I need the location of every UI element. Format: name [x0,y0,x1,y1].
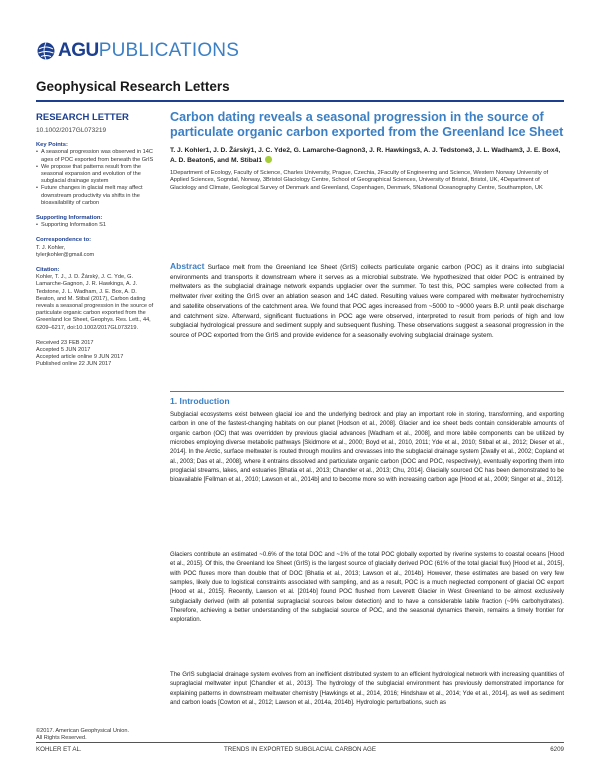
copyright [36,728,154,742]
article-doi[interactable]: 10.1002/2017GL073219 [36,127,107,134]
article-header [170,110,564,192]
supporting-info-link[interactable]: • Supporting Information S1 [36,222,154,229]
correspondence-heading: Correspondence to: [36,237,92,244]
intro-paragraph-1: Subglacial ecosystems exist between glacial ice and the underlying bedrock and play an important role in storing, transforming, and exporting carbon in one of the fastest-changing habitats on our planet [Hodson et al., 2008]. Glacier and ice sheet beds contain considerable amounts of organic carbon (OC) that was overridden by previous glacial advances [Wadham et al., 2008], and more labile components can be utilized by microbes employing diverse metabolic pathways [Skidmore et al., 2000; Boyd et al., 2010, 2011; Yde et al., 2010; Stibal et al., 2012; Dieser et al., 2014]. In the Arctic, surface meltwater is routed through moulins and crevasses into the subglacial drainage system [Zwally et al., 2002; Copland et al., 2003; Das et al., 2008], where it entrains dissolved and particulate organic carbon (DOC and POC, respectively), eventually exporting them into proglacial streams, lakes, and estuaries [Bhatia et al., 2013; Chandler et al., 2013; Chu, 2014]. Glacially sourced OC has been demonstrated to be bioavailable [Fellman et al., 2010; Lawson et al., 2014b] and to become more so with increasing carbon age [Hood et al., 2009; Singer et al., 2012]. [170,412,564,484]
intro-paragraph-2: Glaciers contribute an estimated ~0.6% of the total DOC and ~1% of the total POC globally exported by riverine systems to coastal oceans [Hood et al., 2015]. Of this, the Greenland Ice Sheet (GrIS) is the largest source of glacially derived POC (61% of the total glacial flux) [Hood et al., 2015], with POC fluxes more than double that of DOC [Bhatia et al., 2013; Lawson et al., 2014b]. However, these estimates are based on very few samples, likely due to logistical constraints associated with sampling, and as a result, POC is a much neglected component of glacial OC export [Hood et al., 2015]. Recently, Lawson et al. [2014b] found POC flushed from Leverett Glacier in West Greenland to be almost exclusively subglacially derived (with all potential supraglacial sources below detection) and to have a considerable labile fraction (~9% carbohydrates). Therefore, achieving a better understanding of the subglacial source of POC, and the seasonal dynamics therein, remains a timely frontier for exploration. [170,552,564,624]
correspondence-name: T. J. Kohler, [36,244,66,251]
key-point: • We propose that patterns result from the seasonal expansion and evolution of the subglacial drainage system [36,164,154,186]
supporting-info-heading: Supporting Information: [36,215,103,222]
intro-paragraph-3: The GrIS subglacial drainage system evolves from an inefficient distributed system to an efficient hydrological network with increasing quantities of supraglacial meltwater input [Chandler et al., 2013]. The hydrology of the subglacial environment has previously demonstrated importance for explaining patterns in downstream meltwater chemistry [Hawkings et al., 2014, 2016; Hindshaw et al., 2014; Yde et al., 2014], as well as sediment and carbon loads [Cowton et al., 2012; Lawson et al., 2014a, 2014b]. Hydrologic perturbations, such as [170,672,564,707]
logo-publications-text: PUBLICATIONS [98,40,240,61]
accepted-date: Accepted 5 JUN 2017 [36,347,91,354]
copyright-line: ©2017. American Geophysical Union. [36,728,130,734]
article-type: RESEARCH LETTER [36,112,129,123]
received-date: Received 23 FEB 2017 [36,339,94,346]
authors-text: T. J. Kohler1, J. D. Žárský1, J. C. Yde2, G. Lamarche-Gagnon3, J. R. Hawkings3, A. J. Tedstone3, J. L. Wadham3, J. E. Box4, A. D. Beaton5, and M. Stibal1 [170,147,561,164]
agu-publications-logo [36,40,239,62]
correspondence-email[interactable]: tylerjkohler@gmail.com [36,251,95,258]
copyright-line: All Rights Reserved. [36,735,87,742]
sidebar [36,112,154,742]
logo-agu-text: AGU [58,40,99,61]
globe-icon [36,41,56,61]
citation-text: Kohler, T. J., J. D. Žárský, J. C. Yde, G. Lamarche-Gagnon, J. R. Hawkings, A. J. Tedstone, J. L. Wadham, J. E. Box, A. D. Beaton, and M. Stibal (2017), Carbon dating reveals a seasonal progression in the source of particulate organic carbon exported from the Greenland Ice Sheet, Geophys. Res. Lett., 44, 6209–6217, doi:10.1002/2017GL073219. [36,274,154,331]
journal-divider [36,100,564,102]
abstract-text: Surface melt from the Greenland Ice Sheet (GrIS) collects particulate organic carbon (POC) as it drains into subglacial environments and transports it downstream where it serves as a microbial substrate. We hypothesized that older POC is entrained by meltwaters as the subglacial drainage network expands upglacier over the summer. To test this, POC samples were collected from a meltwater river exiting the GrIS over an ablation season and 14C dated. Resulting values were compared with meltwater hydrochemistry and satellite observations of the catchment area. We found that POC ages increased from ~5000 to ~9000 years B.P. until peak discharge and catchment size. Afterward, significant fluctuations in POC age were observed, interpreted to result from periods of high and low subglacial hydrological pressure and sediment supply and subsequent flushing. These observations suggest a seasonal progression in the source of POC exported from the GrIS and provide evidence for a seasonally evolving subglacial drainage system. [170,264,564,339]
key-points-list [36,149,154,207]
key-point: • A seasonal progression was observed in 14C ages of POC exported from beneath the GrIS [36,149,154,163]
footer-divider [36,742,564,743]
section-divider [170,391,564,392]
footer-running-title: TRENDS IN EXPORTED SUBGLACIAL CARBON AGE [224,746,376,753]
supporting-info-list [36,222,154,229]
affiliations: 1Department of Ecology, Faculty of Science, Charles University, Prague, Czechia, 2Faculty of Engineering and Science, Western Norway University of Applied Sciences, Sogndal, Norway, 3Bristol Glaciology Centre, School of Geographical Sciences, University of Bristol, Bristol, UK, 4Department of Glaciology and Climate, Geological Survey of Denmark and Greenland, Copenhagen, Denmark, 5National Oceanography Centre, Southampton, UK [170,170,549,191]
abstract-label: Abstract [170,261,205,271]
orcid-icon[interactable] [265,156,272,163]
key-point: • Future changes in glacial melt may affect downstream productivity via shifts in the bioavailability of carbon [36,185,154,207]
article-title: Carbon dating reveals a seasonal progression in the source of particulate organic carbon exported from the Greenland Ice Sheet [170,110,564,139]
accepted-online-date: Accepted article online 9 JUN 2017 [36,354,124,361]
article-dates [36,340,154,369]
page-number: 6209 [550,746,564,753]
footer-authors: KOHLER ET AL. [36,746,82,753]
author-list [170,146,564,165]
journal-title: Geophysical Research Letters [36,79,230,94]
key-points-heading: Key Points: [36,142,68,149]
intro-heading: 1. Introduction [170,396,230,406]
abstract [170,262,564,341]
citation-heading: Citation: [36,267,60,274]
published-online-date: Published online 22 JUN 2017 [36,361,112,368]
